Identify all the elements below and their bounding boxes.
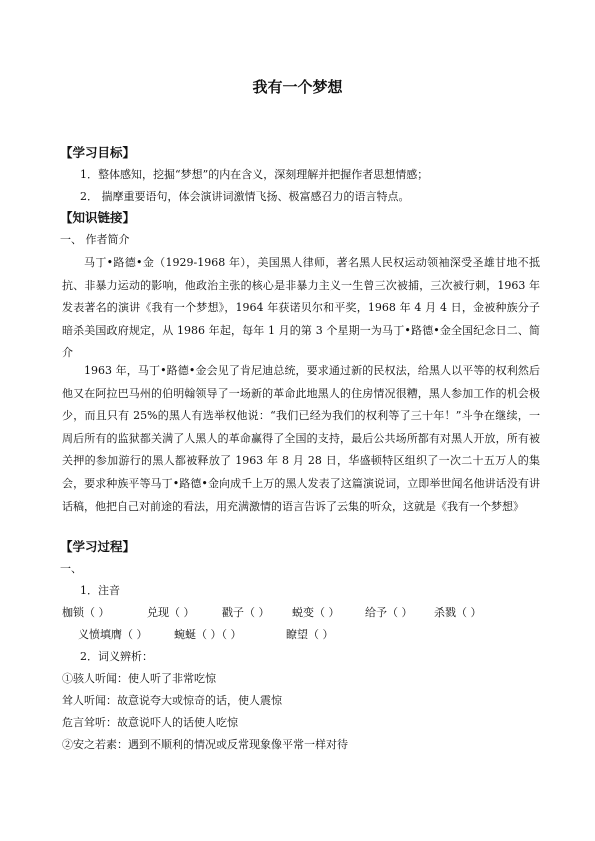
ciyi-item-4: ②安之若素：遇到不顺利的情况或反常现象像平常一样对待 <box>62 738 348 751</box>
section-heading-process: 【学习过程】 <box>60 539 136 554</box>
zhuyin-item: 给予（ ） <box>365 606 413 619</box>
background-paragraph: 1963 年，马丁•路德•金会见了肯尼迪总统，要求通过新的民权法，给黑人以平等的权利然后他又在阿拉巴马州的伯明翰领导了一场新的革命此地黑人的住房情况很糟，黑人参加工作的机会极少，而且只有 25%的黑人有选举权他说：“我们已经为我们的权利等了三十年！”斗争在继续，一周后所有的监狱都关满了人黑人的革命赢得了全国的支持，最后公共场所都有对黑人开放，所有被关押的参加游行的黑人都被释放了 1963 年 8 月 28 日，华盛顿特区组织了一次二十五万人的集会，要求种族平等马丁•路德•金向成千上万的黑人发表了这篇演说词，立即举世闻名他讲话没有讲话稿，他把自己对前途的看法，用充满激情的语言告诉了云集的听众，这就是《我有一个梦想》 <box>62 364 540 513</box>
ciyi-item-3: 危言耸听：故意说吓人的话使人吃惊 <box>62 716 238 729</box>
zhuyin-item: 枷锁（ ） <box>62 606 110 619</box>
page-title: 我有一个梦想 <box>252 78 343 96</box>
subheading-one: 一、 <box>60 562 82 575</box>
section-heading-knowledge: 【知识链接】 <box>60 210 136 225</box>
zhuyin-item: 义愤填膺（ ） <box>78 628 148 641</box>
section-heading-objectives: 【学习目标】 <box>60 145 136 160</box>
objective-item-2: 2． 揣摩重要语句，体会演讲词激情飞扬、极富感召力的语言特点。 <box>80 190 410 203</box>
zhuyin-item: 兑现（ ） <box>147 606 195 619</box>
ciyi-title: 2．词义辨析： <box>80 650 153 663</box>
zhuyin-item: 杀戮（ ） <box>434 606 482 619</box>
zhuyin-item: 蜕变（ ） <box>292 606 340 619</box>
zhuyin-title: 1．注音 <box>80 584 120 597</box>
subheading-author: 一、 作者简介 <box>60 233 130 246</box>
ciyi-item-1: ①骇人听闻：使人听了非常吃惊 <box>62 672 216 685</box>
zhuyin-item: 瞭望（ ） <box>286 628 334 641</box>
zhuyin-item: 戳子（ ） <box>222 606 270 619</box>
objective-item-1: 1．整体感知，挖掘“梦想”的内在含义，深刻理解并把握作者思想情感； <box>80 168 429 181</box>
author-paragraph: 马丁•路德•金（1929-1968 年），美国黑人律师，著名黑人民权运动领袖深受圣雄甘地不抵抗、非暴力运动的影响，他政治主张的核心是非暴力主义一生曾三次被捕，三次被行刺，1963 年发表著名的演讲《我有一个梦想》，1964 年获诺贝尔和平奖，1968 年 4 月 4 日，金被种族分子暗杀美国政府规定，从 1986 年起，每年 1 月的第 3 个星期一为马丁•路德•金全国纪念日二、简介 <box>62 256 540 360</box>
ciyi-item-2: 耸人听闻：故意说夸大或惊奇的话，使人震惊 <box>62 694 282 707</box>
zhuyin-item: 蜿蜒（ ）（ ） <box>174 628 242 641</box>
